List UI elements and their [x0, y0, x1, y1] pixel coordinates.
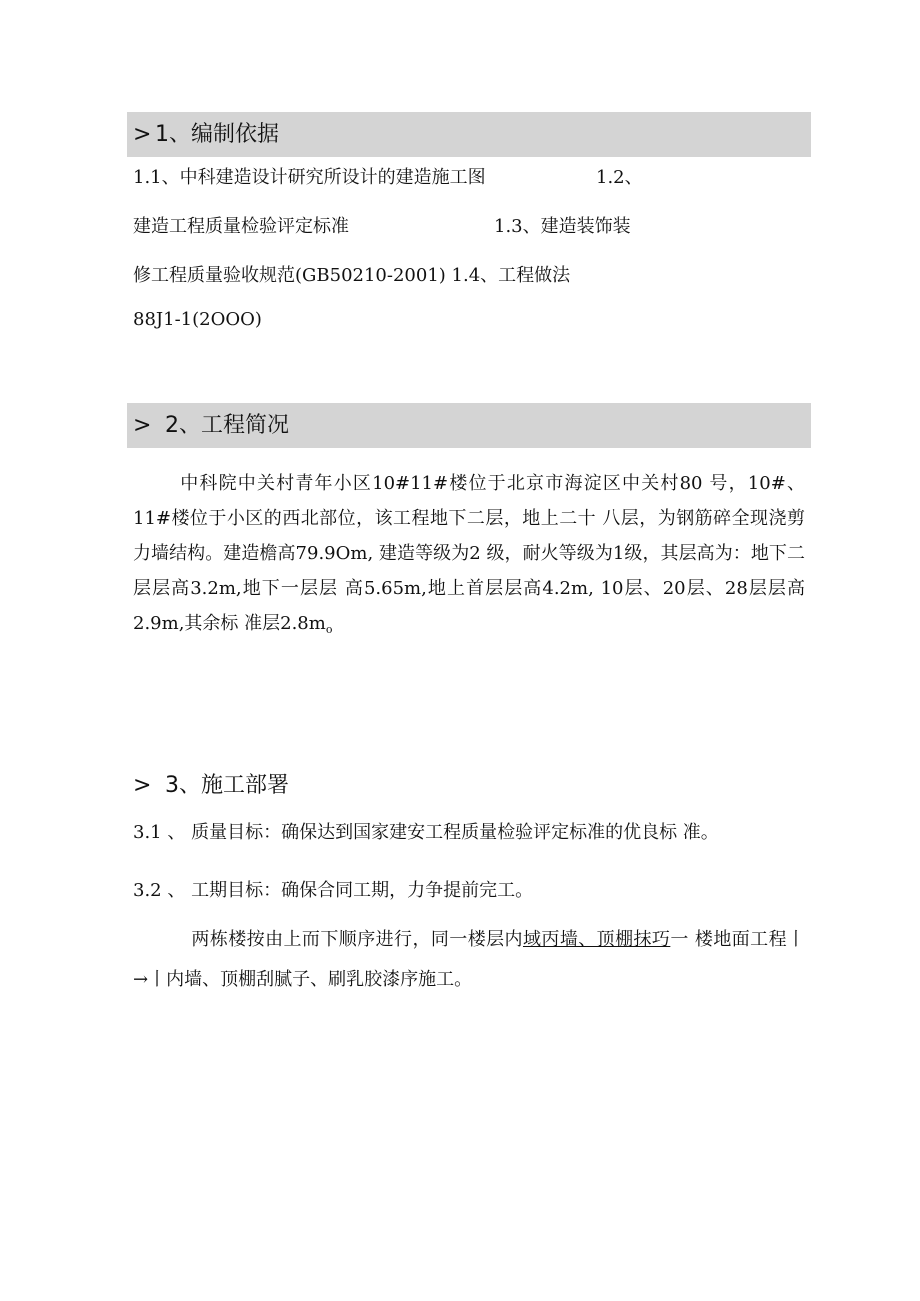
- text-item-3-1: 3.1 、 质量目标：确保达到国家建安工程质量检验评定标准的优良标 准。: [133, 822, 719, 843]
- section-heading-1: [127, 112, 811, 157]
- text-item-1-1: 1.1、中科建造设计研究所设计的建造施工图: [133, 167, 486, 188]
- heading-title: 3、施工部署: [165, 773, 289, 798]
- project-overview-paragraph: [133, 466, 805, 647]
- text-item-1-3-prefix: 1.3、建造装饰装: [494, 216, 631, 237]
- overview-text: 中科院中关村青年小区10#11#楼位于北京市海淀区中关村80 号，10#、11#楼位于小区的西北部位，该工程地下二层，地上二十 八层，为钢筋碎全现浇剪力墙结构。建造檐高79.9Om, 建造等级为2 级，耐火等级为1级，其层高为：地下二层层高3.2m,地下一层层 高5.65m,地上首层层高4.2m, 10层、20层、28层层高2.9m,其余标 准层2.8m: [133, 473, 805, 634]
- heading-marker-icon: >: [133, 773, 152, 798]
- heading-title: 1、编制依据: [155, 122, 279, 147]
- sequence-lead: 两栋楼按由上而下顺序进行，同一楼层内: [191, 929, 523, 950]
- text-item-3-2: 3.2 、 工期目标：确保合同工期，力争提前完工。: [133, 880, 534, 901]
- heading-marker-icon: >: [133, 122, 152, 147]
- text-item-1-2-prefix: 1.2、: [596, 167, 643, 188]
- overview-subscript: o: [325, 623, 333, 636]
- text-item-1-2: 建造工程质量检验评定标准: [133, 216, 349, 237]
- section-heading-3: [127, 763, 811, 808]
- sequence-rest: 一 楼地面工程丨→丨内墙、顶棚刮腻子、刷乳胶漆序施工。: [133, 929, 806, 990]
- heading-marker-icon: >: [133, 413, 152, 438]
- text-item-1-3: 修工程质量验收规范(GB50210-2001) 1.4、工程做法: [133, 265, 571, 286]
- section-heading-2: [127, 403, 811, 448]
- construction-sequence-paragraph: [133, 920, 805, 1000]
- text-item-1-4: 88J1-1(2OOO): [133, 309, 262, 330]
- sequence-underlined: 域丙墙、顶棚抹巧: [522, 929, 671, 950]
- heading-title: 2、工程简况: [165, 413, 289, 438]
